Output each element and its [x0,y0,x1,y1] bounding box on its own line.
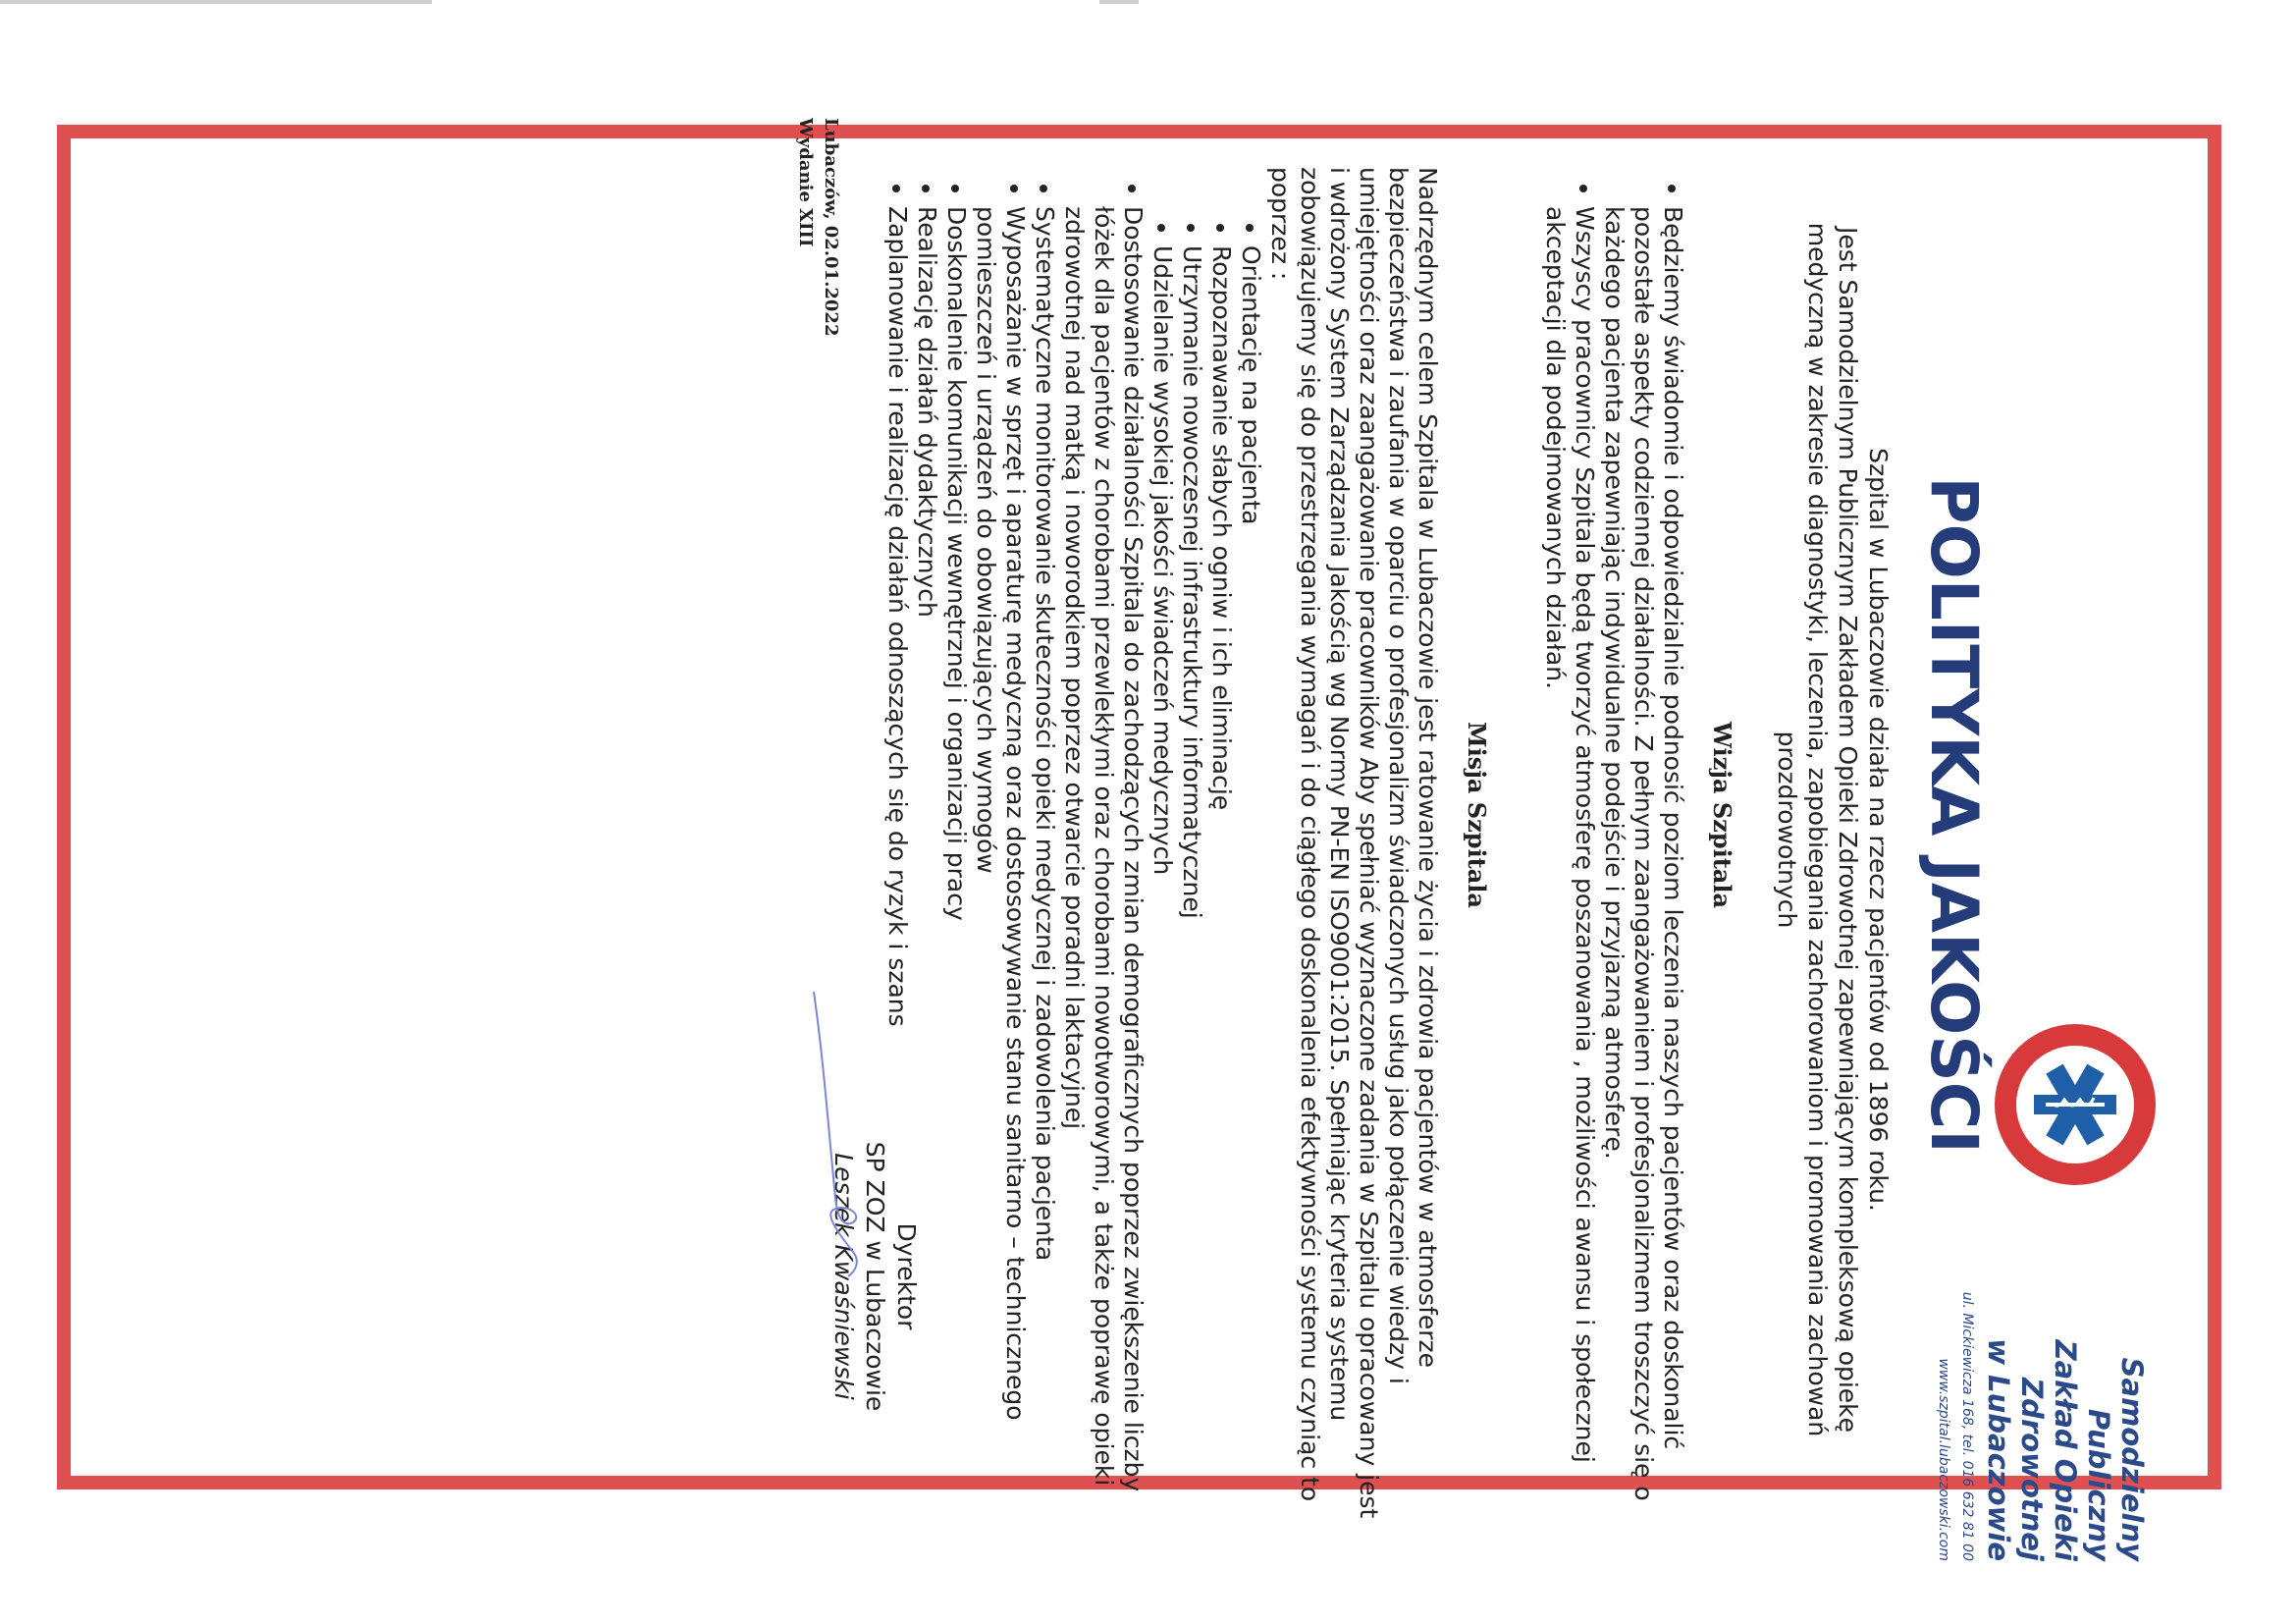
intro-text [1772,196,1894,1463]
mission-item: • Dostosowanie działalności Szpitala do zachodzących zmian demograficznych poprzez zwiększenie liczby łóżek dla pacjentów z chorobami przewlekłymi oraz chorobami nowotworowymi, a także poprawę opieki zdrowotnej nad matką i noworodkiem poprzez otwarcie poradni laktacyjnej [1059,206,1148,1532]
vision-item: • Wszyscy pracownicy Szpitala będą tworzyć atmosferę poszanowania , możliwości awansu i społecznej akceptacji dla podejmowanych działań. [1540,206,1599,1532]
organization-website: www.szpital.lubaczowski.com [1936,1358,1951,1561]
handwritten-signature [794,982,882,1296]
mission-paragraph: Nadrzędnym celem Szpitala w Lubaczowie jest ratowanie życia i zdrowia pacjentów w atmosferze bezpieczeństwa i zaufania w oparciu o profesjonalizm świadczonych usług jako połączenie wiedzy i umiejętności oraz zaangażowanie pracowników Aby spełniać wyznaczone zadania w Szpitalu opracowany jest i wdrożony System Zarządzania Jakością wg Normy PN-EN ISO9001:2015. Spełniając kryteria systemu zobowiązujemy się do przestrzegania wymagań i do ciągłego doskonalenia efektywności systemu czyniąc to poprzez : [1266,167,1442,1519]
mission-sub-item: • Orientację na pacjenta [1236,245,1265,1532]
organization-name-line-3: w Lubaczowie [1982,1338,2015,1561]
mission-item: • Systematyczne monitorowanie skuteczności opieki medycznej i zadowolenia pacjenta [1030,206,1059,1532]
mission-item: • Realizację działań dydaktycznych [912,206,941,1532]
mission-item: • Zaplanowanie i realizację działań odnoszących się do ryzyk i szans [882,206,912,1532]
organization-address: ul. Mickiewicza 168, tel. 016 632 81 00 [1959,1291,1975,1561]
vision-item: • Będziemy świadomie i odpowiedzialnie podnosić poziom leczenia naszych pacjentów oraz doskonalić pozostałe aspekty codziennej działalności. Z pełnym zaangażowaniem i profesjonalizmem troszczyć się o każdego pacjenta zapewniając indywidualne podejście i przyjazną atmosferę. [1599,206,1687,1532]
intro-line-1: Szpital w Lubaczowie działa na rzecz pacjentów od 1896 roku. [1864,448,1893,1212]
edition: Wydanie XIII [795,118,816,247]
signature-unit: SP ZOZ w Lubaczowie [861,1141,889,1412]
hospital-logo-icon [1992,1021,2159,1188]
vision-list [1540,167,1687,1532]
mission-heading: Misja Szpitala [1463,722,1491,908]
place-date: Lubaczów, 02.01.2022 [821,118,841,337]
mission-section [882,167,1442,1532]
signature-role: Dyrektor [892,1222,921,1330]
intro-line-2: Jest Samodzielnym Publicznym Zakładem Opieki Zdrowotnej zapewniającym kompleksową opiekę medyczną w zakresie diagnostyki, leczenia, zapobiegania zachorowaniom i promowania zachowań prozdrowotnych [1773,222,1862,1437]
page-title: POLITYKA JAKOŚCI [1916,476,1992,1154]
vision-heading: Wizja Szpitala [1708,721,1736,909]
signature-name: Leszek Kwaśniewski [829,1153,858,1400]
mission-item: • Wyposażanie w sprzęt i aparaturę medyczną oraz dostosowywanie stanu sanitarno – technicznego pomieszczeń i urządzeń do obowiązujących wymogów [971,206,1030,1532]
mission-sub-item: • Rozpoznawanie słabych ogniw i ich eliminację [1206,245,1236,1532]
footer-info [792,118,843,336]
mission-item: • Doskonalenie komunikacji wewnętrznej i organizacji pracy [941,206,971,1532]
organization-name-line-2: Zakład Opieki Zdrowotnej [2015,1339,2082,1561]
organization-name-line-1: Samodzielny Publiczny [2082,1357,2149,1561]
mission-sub-item: • Utrzymanie nowoczesnej infrastruktury informatycznej [1177,245,1206,1532]
mission-sub-item: • Udzielanie wysokiej jakości świadczeń medycznych [1148,245,1177,1532]
